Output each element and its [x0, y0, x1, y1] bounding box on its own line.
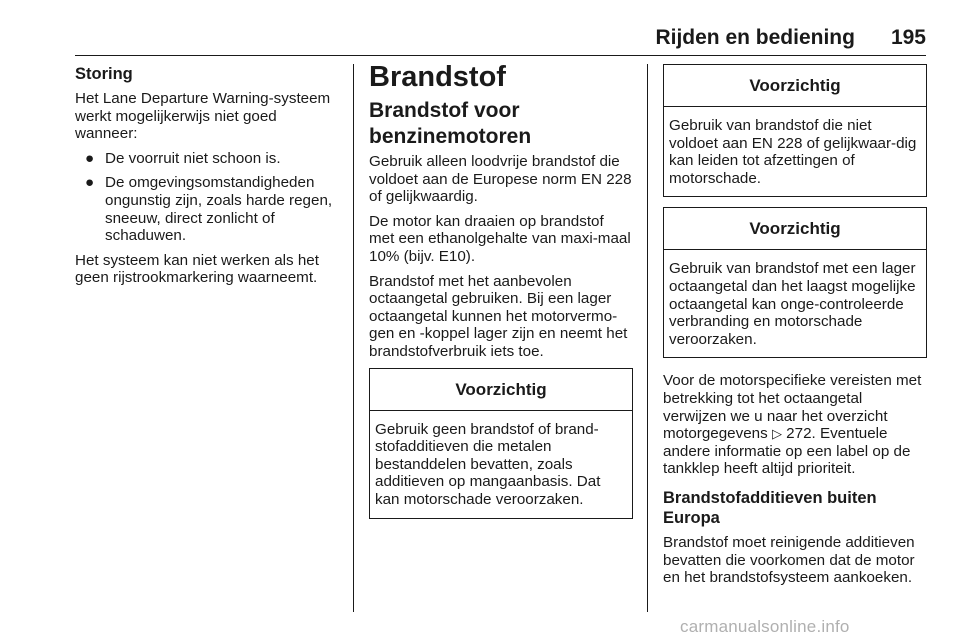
bullet-list — [75, 150, 341, 245]
bullet-icon: ● — [85, 149, 95, 167]
warning-box — [369, 368, 633, 519]
column-divider — [647, 64, 648, 612]
paragraph: Brandstof met het aanbevolen octaangetal gebruiken. Bij een lager octaangetal kunnen het motorvermo-gen en -koppel lager zijn en neemt het brandstofverbruik iets toe. — [369, 272, 628, 360]
warning-text: Gebruik van brandstof die niet voldoet aan EN 228 of gelijkwaar-dig kan leiden tot afzettingen of motorschade. — [669, 117, 917, 187]
bullet-icon: ● — [85, 174, 95, 192]
header-rule — [75, 55, 926, 56]
warning-title: Voorzichtig — [370, 369, 632, 411]
watermark: carmanualsonline.info — [680, 617, 850, 636]
warning-title: Voorzichtig — [664, 65, 926, 107]
warning-box — [663, 207, 927, 358]
section-heading-storing: Storing — [75, 65, 133, 83]
warning-text: Gebruik van brandstof met een lager octaangetal dan het laagst mogelijke octaangetal kan onge-controleerde verbranding en motorschade veroorzaken. — [669, 260, 916, 348]
page-reference-icon: ▷ — [771, 426, 782, 442]
subsection-title: Brandstof voor benzinemotoren — [369, 99, 532, 148]
paragraph: Het systeem kan niet werken als het geen rijstrookmarkering waarneemt. — [75, 251, 319, 287]
warning-title: Voorzichtig — [664, 208, 926, 250]
page-header — [0, 25, 926, 51]
subsection-heading: Brandstofadditieven buiten Europa — [663, 488, 877, 527]
section-title-brandstof: Brandstof — [369, 61, 506, 93]
column-left — [75, 64, 341, 294]
column-divider — [353, 64, 354, 612]
list-item: ● De voorruit niet schoon is. — [85, 149, 281, 167]
column-right — [663, 64, 927, 594]
paragraph: De motor kan draaien op brandstof met een ethanolgehalte van maxi-maal 10% (bijv. E10). — [369, 212, 631, 265]
warning-box — [663, 64, 927, 197]
page-number: 195 — [890, 26, 926, 49]
header-title: Rijden en bediening — [655, 26, 855, 49]
page-reference-link[interactable]: 272 — [786, 425, 812, 443]
paragraph: Gebruik alleen loodvrije brandstof die voldoet aan de Europese norm EN 228 of gelijkwaardig. — [369, 153, 632, 206]
paragraph: Voor de motorspecifieke vereisten met betrekking tot het octaangetal verwijzen we u naar het overzicht motorgegevens ▷ 272. Eventuele andere informatie op een label op de tankklep heeft altijd prioriteit. — [663, 372, 922, 478]
warning-text: Gebruik geen brandstof of brand-stofadditieven die metalen bestanddelen bevatten, zoals additieven op mangaanbasis. Dat kan motorschade veroorzaken. — [375, 420, 601, 508]
list-item: ● De omgevingsomstandigheden ongunstig zijn, zoals harde regen, sneeuw, direct zonlicht of schaduwen. — [85, 174, 333, 245]
column-middle — [369, 61, 633, 529]
paragraph: Brandstof moet reinigende additieven bevatten die voorkomen dat de motor en het brandstofsysteem aankoeken. — [663, 533, 915, 587]
paragraph: Het Lane Departure Warning-systeem werkt mogelijkerwijs niet goed wanneer: — [75, 90, 331, 143]
